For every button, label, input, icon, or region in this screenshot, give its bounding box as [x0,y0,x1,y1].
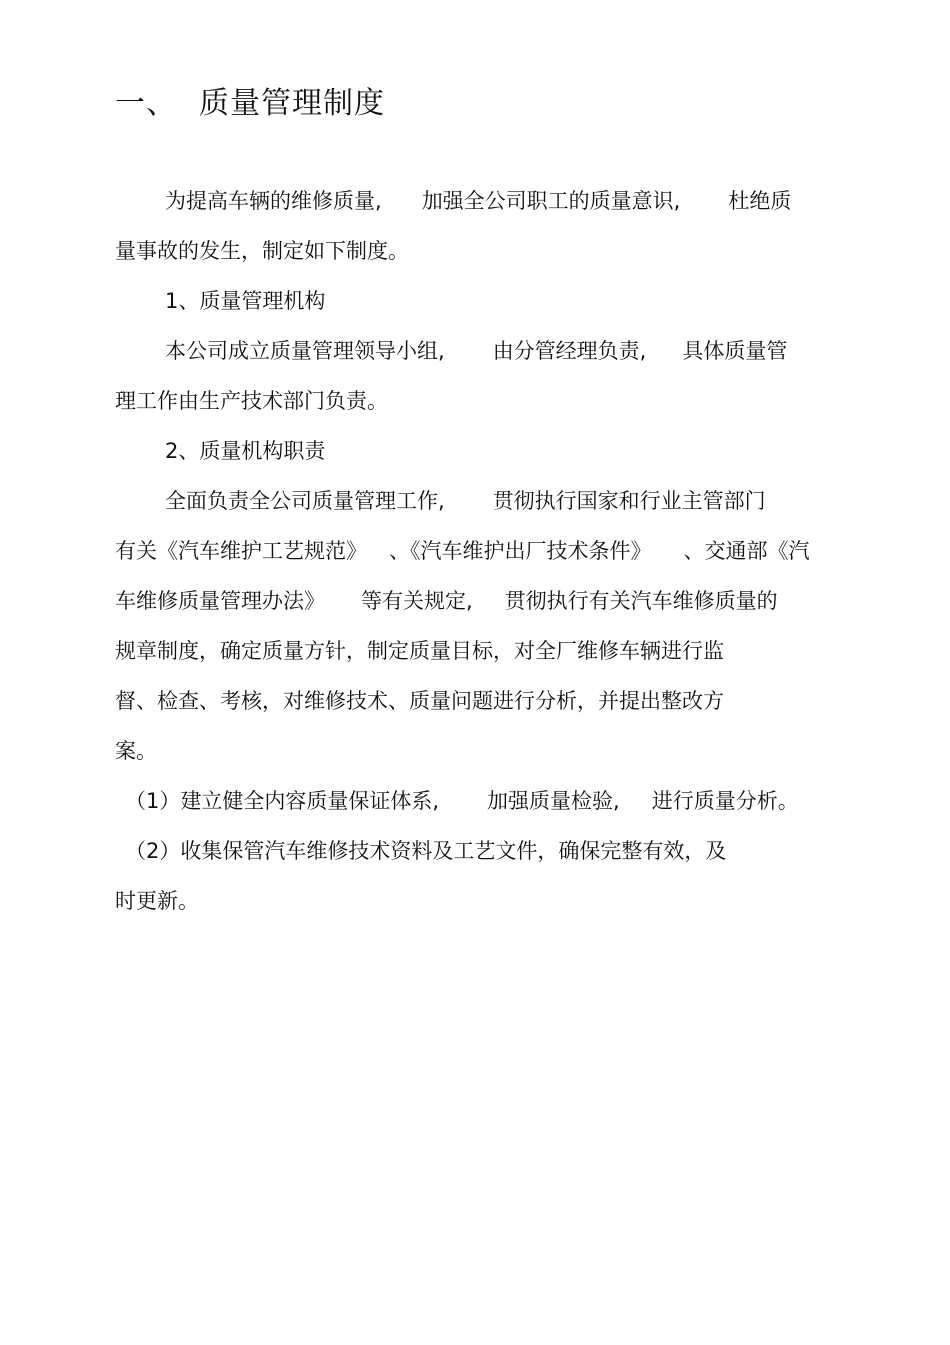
section-2-text: 、交通部《汽 [683,539,810,563]
section-2-text: 车维修质量管理办法》 [115,589,325,613]
section-2-line-4: 规章制度，确定质量方针，制定质量目标，对全厂维修车辆进行监 [115,639,724,663]
list-item-1 [125,786,799,816]
section-2-line-5: 督、检查、考核，对维修技术、质量问题进行分析，并提出整改方 [115,689,724,713]
heading-text: 质量管理制度 [199,86,385,121]
list-item-2-continued: 时更新。 [115,889,199,913]
section-2-title: 2、质量机构职责 [165,439,326,463]
section-2-text: 贯彻执行国家和行业主管部门 [492,489,766,513]
section-1-text: 由分管经理负责, [492,339,647,363]
section-2-text: 全面负责全公司质量管理工作, [165,489,445,513]
list-item-text: （1）建立健全内容质量保证体系, [125,789,440,813]
page-title [115,84,385,124]
section-2-text: 有关《汽车维护工艺规范》 [115,539,367,563]
intro-line-2: 量事故的发生，制定如下制度。 [115,239,409,263]
section-1-text: 本公司成立质量管理领导小组, [165,339,445,363]
section-1-text: 具体质量管 [682,339,788,363]
list-item-2: （2）收集保管汽车维修技术资料及工艺文件，确保完整有效，及 [125,839,727,863]
section-2-text: 贯彻执行有关汽车维修质量的 [504,589,778,613]
section-1-line-2: 理工作由生产技术部门负责。 [115,389,388,413]
section-2-line-2 [115,536,810,566]
heading-number: 一、 [115,86,177,121]
section-2-text: 等有关规定, [361,589,473,613]
section-2-line-1 [165,486,766,516]
intro-text: 杜绝质 [728,189,792,213]
section-1-title: 1、质量管理机构 [165,289,326,313]
section-1-line-1 [165,336,787,366]
intro-line-1 [165,186,791,216]
intro-text: 为提高车辆的维修质量, [165,189,382,213]
section-2-text: 、《汽车维护出厂技术条件》 [389,539,652,563]
intro-text: 加强全公司职工的质量意识, [421,189,681,213]
section-2-line-6: 案。 [115,739,157,763]
list-item-text: 进行质量分析。 [651,789,799,813]
section-2-line-3 [115,586,778,616]
list-item-text: 加强质量检验, [487,789,620,813]
